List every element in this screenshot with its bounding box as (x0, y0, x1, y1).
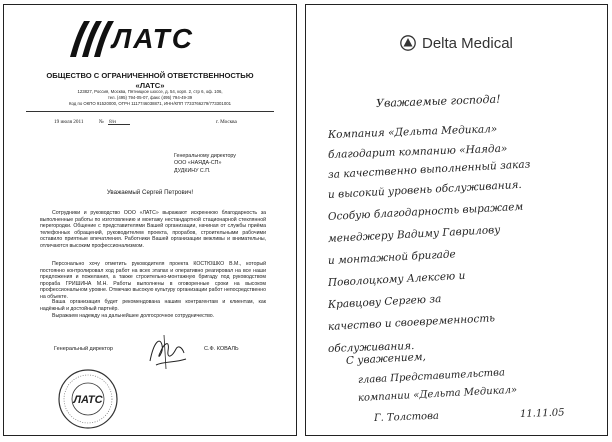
handwriting-line-7: менеджеру Вадиму Гаврилову (327, 223, 501, 245)
address-line-1: 123827, Россия, Москва, Пятницкое шоссе, д. 54, корп. 2, стр 6, оф. 106, (77, 89, 223, 94)
signatory-name: С.Ф. КОВАЛЬ (204, 346, 239, 352)
handwriting-line-10: Кравцову Сергею за (327, 293, 442, 311)
company-line-2: «ЛАТС» (135, 81, 165, 90)
body-paragraph-1: Сотрудники и руководство ООО «ЛАТС» выражают искреннюю благодарность за выполненные работы по изготовлению и монтажу нестандартной стационарной стеклянной перегородки. Общение с представителями Вашей организации, начиная от службы приёма телефонных обращений, руководителем проекта, прорабов, строительными рабочими оставило приятные впечатления. Работники Вашей организации вежливы и внимательны, отличаются высоким профессионализмом. (40, 210, 266, 249)
lats-letter (3, 4, 297, 436)
company-name (4, 71, 296, 90)
address-line-3: Код по ОКПО 91520000, ОГРН 1117746038871, ИНН/КПП 7733766279/773301001 (69, 101, 231, 106)
handwriting-line-11: качество и своевременность (327, 312, 496, 333)
recipient-line-2: ООО «НАЯДА-СП» (174, 160, 222, 167)
signatory-title: Генеральный директор (54, 346, 113, 352)
handwriting-line-4: за качественно выполненный заказ (327, 158, 531, 181)
handwriting-signer: Г. Толстова (373, 410, 440, 424)
address-line-2: тел. (495) 794-05-07, факс (495) 794-49-39 (107, 95, 193, 100)
lats-logo-text: ЛАТС (112, 23, 194, 54)
lats-logo (64, 17, 234, 61)
body-paragraph-4: Выражаем надежду на дальнейшее долгосрочное сотрудничество. (52, 313, 215, 319)
company-address (4, 89, 296, 107)
number-underline (108, 124, 130, 125)
body-paragraph-3: Ваша организация будет рекомендована нашим контрагентам и клиентам, как надёжный и достойный партнёр. (40, 299, 266, 312)
handwriting-line-6: Особую благодарность выражаем (327, 200, 524, 223)
recipient-line-3: ДУДКИНУ С.П. (174, 167, 211, 174)
body-paragraph-2: Персонально хочу отметить руководителя проекта КОСТЮШКО В.М., который постоянно контролировал ход работ на всех этапах и оперативно реагировал на все наши предложения и пожелания, а также строительно-монтажную бригаду под руководством прораба ГРИШИНА М.Н. Работы выполнены в оговоренные сроки на высоком профессиональном уровне. Отмечаю высокую культуру организации работ непосредственно на объекте. (40, 261, 266, 300)
handwriting-line-8: и монтажной бригаде (327, 248, 457, 267)
handwriting-sign-title-1: глава Представительства (357, 367, 506, 386)
letter-date: 19 июля 2011 (54, 119, 84, 125)
handwriting-line-12: обслуживания. (327, 339, 415, 355)
handwriting-line-3: благодарит компанию «Наяда» (327, 142, 508, 161)
salutation: Уважаемый Сергей Петрович! (106, 189, 194, 196)
header-divider (26, 111, 274, 112)
delta-medical-brand: Delta Medical (422, 35, 513, 52)
company-stamp (57, 368, 119, 430)
handwriting-sign-title-2: компании «Дельта Медикал» (357, 384, 518, 404)
handwritten-signature (142, 331, 192, 371)
handwriting-date: 11.11.05 (519, 407, 565, 420)
recipient-line-1: Генеральному директору (174, 153, 236, 159)
company-line-1: ОБЩЕСТВО С ОГРАНИЧЕННОЙ ОТВЕТСТВЕННОСТЬЮ (46, 71, 254, 80)
handwriting-line-2: Компания «Дельта Медикал» (327, 123, 498, 141)
handwriting-line-9: Поволоцкому Алексею и (327, 269, 466, 289)
handwriting-line-1: Уважаемые господа! (375, 92, 501, 110)
letter-number-value: 8/н (109, 119, 116, 125)
delta-medical-logo-icon (400, 35, 416, 51)
stamp-text: ЛАТС (73, 394, 103, 406)
letter-city: г. Москва (216, 119, 237, 125)
letter-number-label: № (99, 119, 104, 125)
delta-medical-letter (305, 4, 608, 436)
recipient-block (174, 153, 284, 175)
handwriting-closing: С уважением, (345, 350, 427, 367)
lats-emblem-icon (64, 17, 114, 61)
handwriting-line-5: и высокий уровень обслуживания. (327, 178, 523, 201)
